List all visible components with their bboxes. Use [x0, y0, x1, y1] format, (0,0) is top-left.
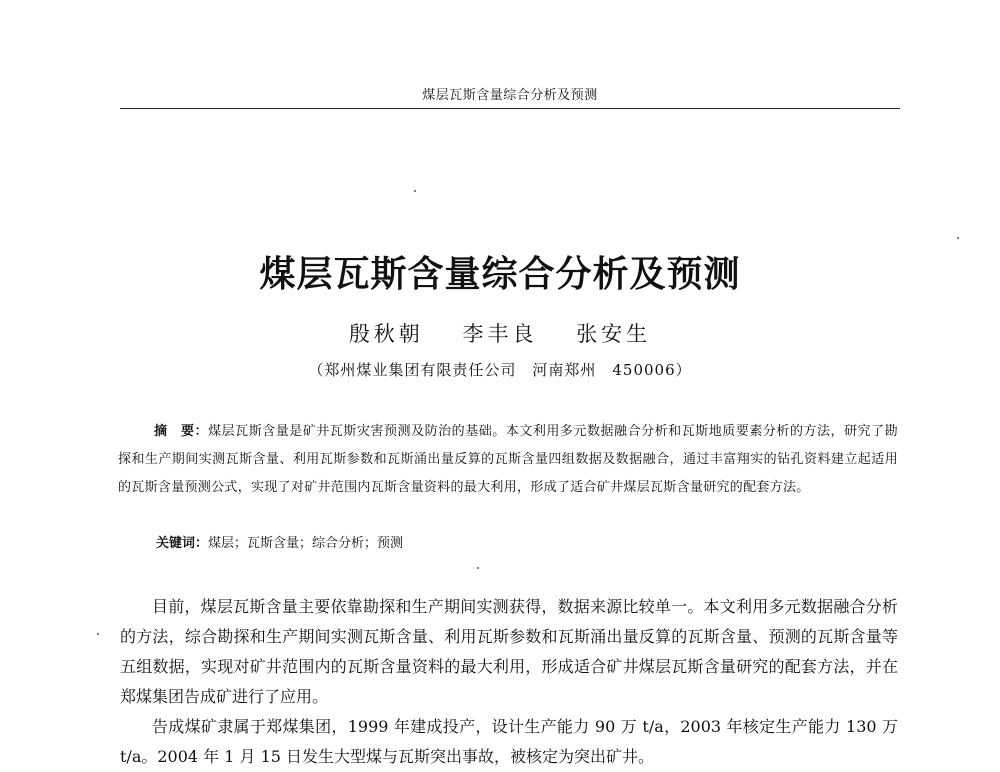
body-paragraph: 目前，煤层瓦斯含量主要依靠勘探和生产期间实测获得，数据来源比较单一。本文利用多元数据融合分析的方法，综合勘探和生产期间实测瓦斯含量、利用瓦斯参数和瓦斯涌出量反算的瓦斯含量、预测的瓦斯含量等五组数据，实现对矿井范围内的瓦斯含量资料的最大利用，形成适合矿井煤层瓦斯含量研究的配套方法，并在郑煤集团告成矿进行了应用。	[120, 597, 898, 706]
author-name: 殷秋朝	[348, 322, 424, 346]
abstract-text: 煤层瓦斯含量是矿井瓦斯灾害预测及防治的基础。本文利用多元数据融合分析和瓦斯地质要素分析的方法，研究了勘探和生产期间实测瓦斯含量、利用瓦斯参数和瓦斯涌出量反算的瓦斯含量四组数据及数据融合，通过丰富翔实的钻孔资料建立起适用的瓦斯含量预测公式，实现了对矿井范围内瓦斯含量资料的最大利用，形成了适合矿井煤层瓦斯含量研究的配套方法。	[118, 424, 898, 495]
header-rule	[120, 108, 900, 109]
keywords-text: 煤层；瓦斯含量；综合分析；预测	[208, 536, 404, 551]
abstract-label: 摘 要：	[154, 424, 209, 439]
scan-speck	[477, 567, 479, 569]
paper-title: 煤层瓦斯含量综合分析及预测	[259, 254, 741, 295]
scan-speck	[957, 237, 959, 239]
author-list	[0, 318, 1000, 348]
keywords	[156, 532, 896, 551]
body-paragraph: 告成煤矿隶属于郑煤集团，1999 年建成投产，设计生产能力 90 万 t/a，2003 年核定生产能力 130 万 t/a。2004 年 1 月 15 日发生大型煤与瓦斯突出事故，被核定为突出矿井。	[120, 717, 898, 766]
author-name: 张安生	[576, 322, 652, 346]
running-head: 煤层瓦斯含量综合分析及预测	[422, 88, 598, 103]
affiliation: （郑州煤业集团有限责任公司 河南郑州 450006）	[308, 361, 692, 379]
body-text	[120, 592, 898, 772]
abstract	[118, 418, 898, 502]
author-name: 李丰良	[462, 322, 538, 346]
scan-speck	[414, 190, 416, 192]
scan-speck	[97, 633, 99, 635]
keywords-label: 关键词：	[156, 536, 209, 551]
